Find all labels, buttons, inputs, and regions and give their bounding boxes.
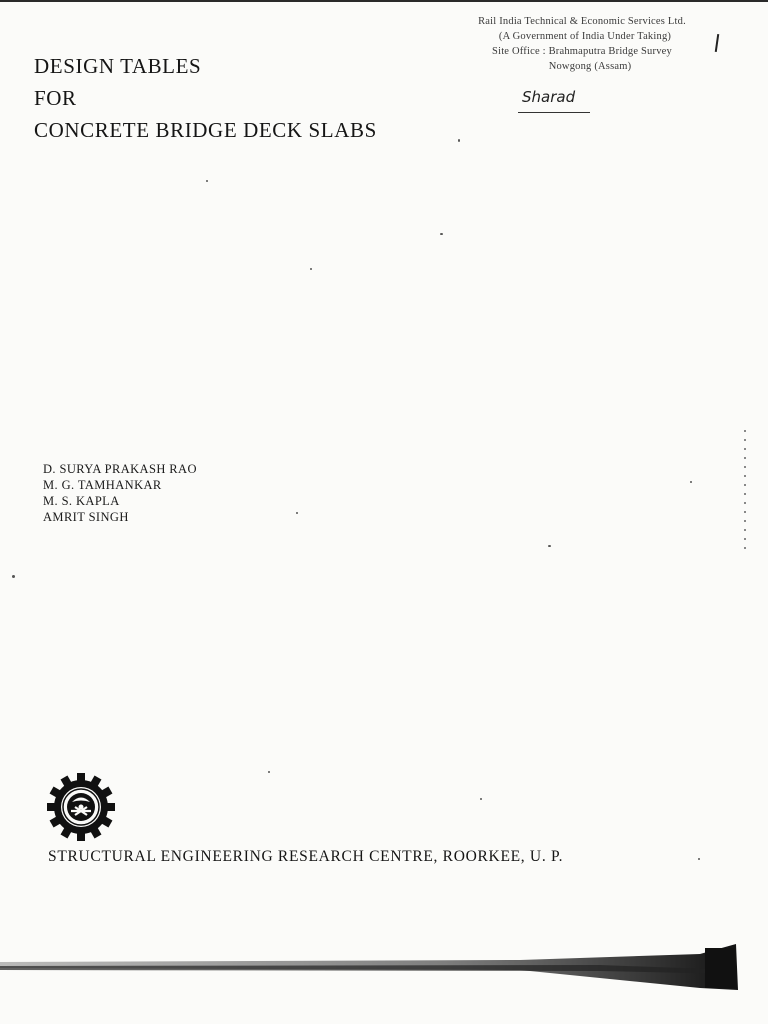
stamp-line-2: (A Government of India Under Taking) (498, 31, 672, 42)
stamp-line-1: Rail India Technical & Economic Services Ltd. (478, 16, 686, 27)
scan-speck (268, 771, 270, 773)
scan-speck (690, 481, 692, 483)
scan-speck (440, 233, 443, 235)
title-line-1: DESIGN TABLES (34, 54, 202, 78)
title-line-3: CONCRETE BRIDGE DECK SLABS (34, 118, 377, 142)
scan-bottom-edge-shadow (0, 940, 768, 1000)
author-name: AMRIT SINGH (43, 510, 129, 524)
stamp-line-3: Site Office : Brahmaputra Bridge Survey (492, 46, 672, 57)
author-name: M. S. KAPLA (43, 494, 120, 508)
institution-name: STRUCTURAL ENGINEERING RESEARCH CENTRE, ROORKEE, U. P. (48, 848, 564, 865)
title-line-2: FOR (34, 86, 77, 110)
handwritten-signature: Sharad (522, 88, 576, 106)
scan-speck (698, 858, 700, 860)
author-name: D. SURYA PRAKASH RAO (43, 462, 197, 476)
stamp-line-4: Nowgong (Assam) (548, 61, 632, 72)
scan-top-edge (0, 0, 768, 2)
scan-speck (206, 180, 208, 182)
scan-speck (548, 545, 551, 547)
scan-speck (296, 512, 298, 514)
pen-mark (715, 34, 719, 52)
scan-speck (12, 575, 15, 578)
scan-edge-marks (744, 430, 746, 550)
scan-speck (458, 139, 460, 142)
author-list (43, 461, 197, 525)
serc-gear-logo-icon (45, 771, 117, 843)
scan-speck (480, 798, 482, 800)
author-name: M. G. TAMHANKAR (43, 478, 162, 492)
document-title (34, 50, 377, 146)
scan-speck (310, 268, 312, 270)
office-stamp (452, 14, 712, 74)
signature-underline (518, 112, 590, 113)
